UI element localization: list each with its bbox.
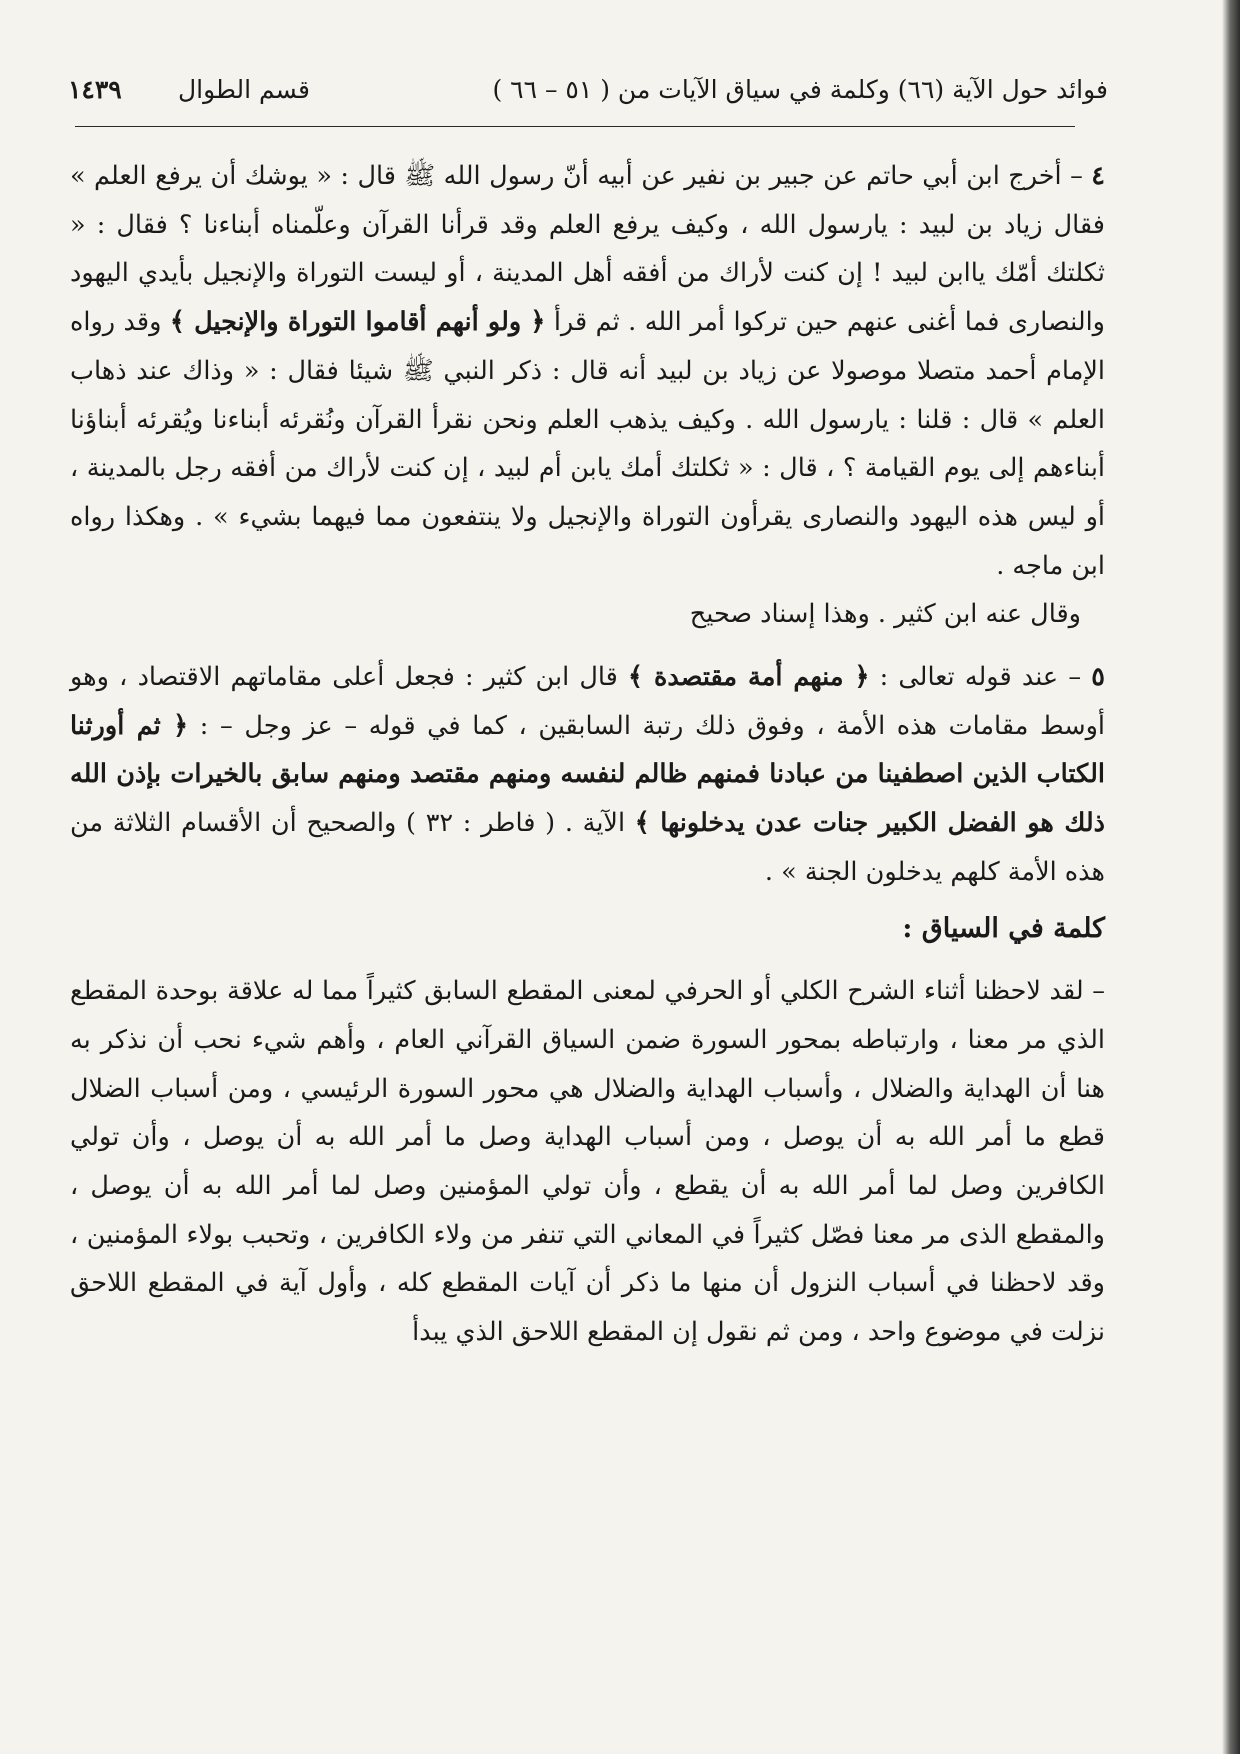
context-paragraph: – لقد لاحظنا أثناء الشرح الكلي أو الحرفي لمعنى المقطع السابق كثيراً مما له علاقة بوحدة المقطع الذي مر معنا ، وارتباطه بمحور السورة ضمن السياق القرآني العام ، وأهم شيء نحب أن نذكر به هنا أن الهداية والضلال ، وأسباب الهداية والضلال هي محور السورة الرئيسي ، ومن أسباب الضلال قطع ما أمر الله به أن يوصل ، ومن أسباب الهداية وصل ما أمر الله به أن يوصل ، وأن تولي الكافرين وصل لما أمر الله به أن يقطع ، وأن تولي المؤمنين وصل لما أمر الله به أن يوصل ، والمقطع الذى مر معنا فصّل كثيراً في المعاني التي تنفر من ولاء الكافرين ، وتحبب بولاء المؤمنين ، وقد لاحظنا في أسباب النزول أن منها ما ذكر أن آيات المقطع كله ، وأول آية في المقطع اللاحق نزلت في موضوع واحد ، ومن ثم نقول إن المقطع اللاحق الذي يبدأ (70, 976, 1105, 1348)
running-header (68, 68, 1108, 112)
item-5-number: ٥ (1091, 662, 1105, 693)
item-5-quran-quote-a: ﴿ منهم أمة مقتصدة ﴾ (628, 662, 870, 693)
item-4-text-a: – أخرج ابن أبي حاتم عن جبير بن نفير عن أبيه أنّ رسول الله ﷺ قال : « يوشك أن يرفع العلم » فقال زياد بن لبيد : يارسول الله ، وكيف يرفع العلم وقد قرأنا القرآن وعلّمناه أبناءنا ؟ فقال : « ثكلتك أمّك ياابن لبيد ! إن كنت لأراك من أفقه أهل المدينة ، أو ليست التوراة والإنجيل بأيدي اليهود والنصارى فما أغنى عنهم حين تركوا أمر الله . ثم قرأ (70, 161, 1105, 338)
page-edge-shadow (1222, 0, 1240, 1754)
item-4-quran-quote: ﴿ ولو أنهم أقاموا التوراة والإنجيل ﴾ (169, 307, 546, 338)
header-rule (75, 126, 1075, 127)
spacer (70, 639, 1105, 653)
item-4-number: ٤ (1091, 161, 1105, 191)
item-5-text-a: – عند قوله تعالى : (869, 662, 1092, 693)
item-4-note: وقال عنه ابن كثير . وهذا إسناد صحيح (689, 599, 1081, 630)
header-title: فوائد حول الآية (٦٦) وكلمة في سياق الآيات من ( ٥١ – ٦٦ ) (492, 75, 1108, 104)
page-body (70, 152, 1105, 1357)
item-5-text-c: الآية . ( فاطر : ٣٢ ) والصحيح أن الأقسام الثلاثة من هذه الأمة كلهم يدخلون الجنة » . (70, 808, 1105, 887)
section-heading: كلمة في السياق : (902, 912, 1105, 944)
item-5-paragraph (70, 653, 1105, 897)
header-section: قسم الطوال (178, 75, 310, 104)
page-number: ١٤٣٩ (68, 75, 122, 104)
item-4-paragraph (70, 152, 1105, 590)
item-5-text-b: قال ابن كثير : فجعل أعلى مقاماتهم الاقتصاد ، وهو أوسط مقامات هذه الأمة ، وفوق ذلك رتبة السابقين ، كما في قوله – عز وجل – : (70, 662, 1105, 741)
item-5-quran-quote-b: ﴿ ثم أورثنا الكتاب الذين اصطفينا من عبادنا فمنهم ظالم لنفسه ومنهم مقتصد ومنهم سابق بالخيرات بإذن الله ذلك هو الفضل الكبير جنات عدن يدخلونها ﴾ (70, 710, 1105, 839)
item-4-text-b: وقد رواه الإمام أحمد متصلا موصولا عن زياد بن لبيد أنه قال : ذكر النبي ﷺ شيئا فقال : « وذاك عند ذهاب العلم » قال : قلنا : يارسول الله . وكيف يذهب العلم ونحن نقرأ القرآن ونُقرئه أبناءنا ويُقرئه أبناؤنا أبناءهم إلى يوم القيامة ؟ ، قال : « ثكلتك أمك يابن أم لبيد ، إن كنت لأراك من أفقه رجل بالمدينة ، أو ليس هذه اليهود والنصارى يقرأون التوراة والإنجيل ولا ينتفعون مما فيهما بشيء » . وهكذا رواه ابن ماجه . (70, 307, 1105, 581)
